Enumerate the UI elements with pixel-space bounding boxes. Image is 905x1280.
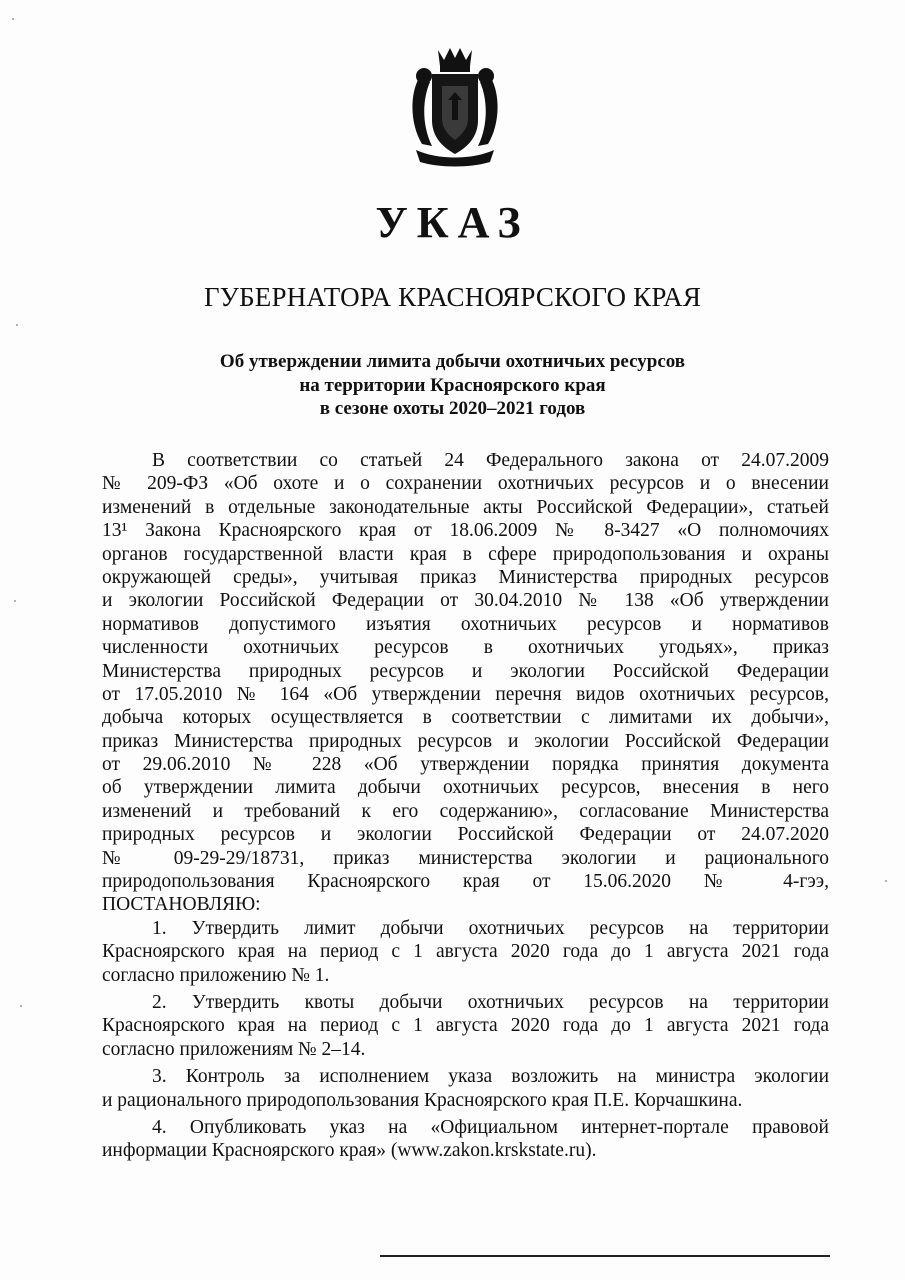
clause-4 bbox=[102, 1116, 829, 1163]
text-line: изменений и требований к его содержанию», согласование Министерства bbox=[102, 800, 829, 822]
text-line: об утверждении лимита добычи охотничьих ресурсов, внесения в него bbox=[102, 777, 829, 799]
scan-speck bbox=[12, 18, 14, 20]
text-line: от 17.05.2010 № 164 «Об утверждении перечня видов охотничьих ресурсов, bbox=[102, 683, 829, 705]
text-line: нормативов допустимого изъятия охотничьих ресурсов и нормативов bbox=[102, 613, 829, 635]
text-line: В соответствии со статьей 24 Федерального закона от 24.07.2009 bbox=[152, 450, 829, 471]
coat-of-arms-icon bbox=[408, 46, 502, 168]
text-line: природопользования Красноярского края от 15.06.2020 № 4-гээ, bbox=[102, 871, 829, 893]
scan-speck bbox=[16, 324, 18, 326]
clause-2 bbox=[102, 991, 829, 1061]
document-heading bbox=[0, 350, 905, 421]
document-title: УКАЗ bbox=[375, 198, 530, 247]
text-line: информации Красноярского края» (www.zakon.krskstate.ru). bbox=[102, 1140, 597, 1162]
scan-speck bbox=[20, 1005, 22, 1007]
text-line: окружающей среды», учитывая приказ Министерства природных ресурсов bbox=[102, 566, 829, 588]
text-line: Министерства природных ресурсов и экологии Российской Федерации bbox=[102, 660, 829, 682]
text-line: от 29.06.2010 № 228 «Об утверждении порядка принятия документа bbox=[102, 754, 829, 776]
clause-1 bbox=[102, 917, 829, 987]
scan-speck bbox=[885, 880, 887, 882]
text-line: добыча которых осуществляется в соответствии с лимитами их добычи», bbox=[102, 707, 829, 729]
text-line: согласно приложениям № 2–14. bbox=[102, 1038, 366, 1060]
heading-line: в сезоне охоты 2020–2021 годов bbox=[319, 398, 586, 419]
text-line: 4. Опубликовать указ на «Официальном интернет-портале правовой bbox=[152, 1116, 829, 1138]
heading-line: Об утверждении лимита добычи охотничьих ресурсов bbox=[219, 351, 686, 372]
heading-line: на территории Красноярского края bbox=[299, 374, 606, 396]
text-line: природных ресурсов и экологии Российской Федерации от 24.07.2020 bbox=[102, 824, 829, 846]
document-body bbox=[102, 449, 829, 1163]
document-subtitle: ГУБЕРНАТОРА КРАСНОЯРСКОГО КРАЯ bbox=[203, 282, 702, 312]
text-line: изменений в отдельные законодательные акты Российской Федерации», статьей bbox=[102, 496, 829, 518]
text-line: Красноярского края на период с 1 августа 2020 года до 1 августа 2021 года bbox=[102, 1015, 829, 1037]
text-line: № 209-ФЗ «Об охоте и о сохранении охотничьих ресурсов и о внесении bbox=[102, 473, 829, 495]
text-line: Красноярского края на период с 1 августа 2020 года до 1 августа 2021 года bbox=[102, 941, 829, 963]
text-line: 2. Утвердить квоты добычи охотничьих ресурсов на территории bbox=[152, 991, 829, 1013]
bottom-rule bbox=[380, 1255, 830, 1257]
text-line: 1. Утвердить лимит добычи охотничьих ресурсов на территории bbox=[152, 917, 829, 939]
text-line: численности охотничьих ресурсов в охотничьих угодьях», приказ bbox=[102, 637, 829, 659]
scan-speck bbox=[14, 600, 16, 602]
text-line: 3. Контроль за исполнением указа возложить на министра экологии bbox=[152, 1066, 829, 1088]
text-line: и экологии Российской Федерации от 30.04.2010 № 138 «Об утверждении bbox=[102, 590, 829, 612]
text-line: № 09-29-29/18731, приказ министерства экологии и рационального bbox=[102, 847, 829, 869]
text-line: и рационального природопользования Красноярского края П.Е. Корчашкина. bbox=[102, 1089, 743, 1111]
text-line: ПОСТАНОВЛЯЮ: bbox=[102, 894, 261, 916]
text-line: приказ Министерства природных ресурсов и экологии Российской Федерации bbox=[102, 730, 829, 752]
text-line: органов государственной власти края в сфере природопользования и охраны bbox=[102, 543, 829, 565]
clause-3 bbox=[102, 1065, 829, 1112]
preamble-paragraph bbox=[102, 449, 829, 917]
text-line: согласно приложению № 1. bbox=[102, 964, 330, 986]
text-line: 13¹ Закона Красноярского края от 18.06.2009 № 8-3427 «О полномочиях bbox=[102, 520, 829, 542]
